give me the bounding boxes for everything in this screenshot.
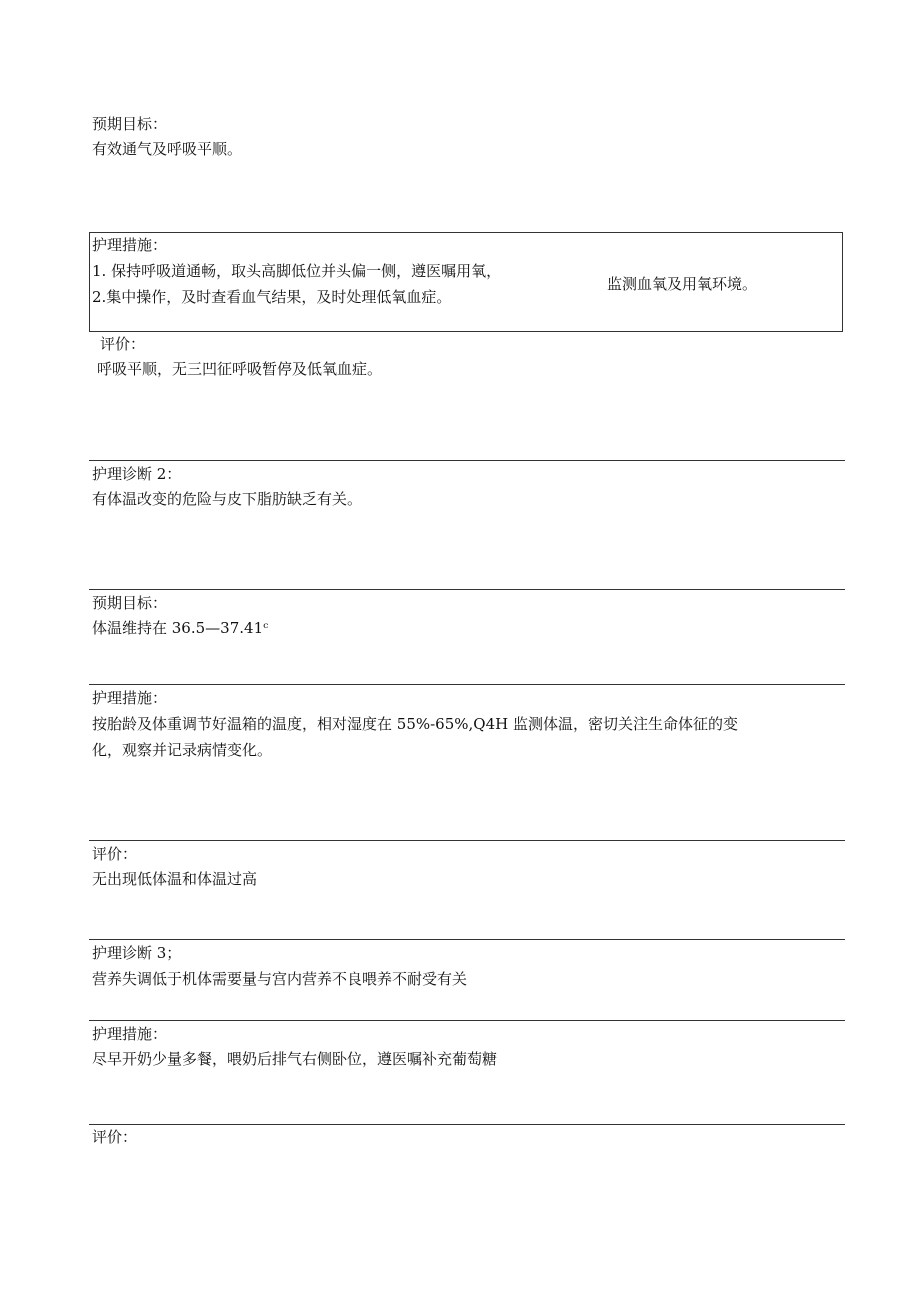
diagnosis-2-goal-text: 体温维持在 36.5—37.41ᶜ: [92, 619, 269, 637]
diagnosis-2-eval-label: 评价：: [92, 845, 138, 863]
diagnosis-3-text: 营养失调低于机体需要量与宫内营养不良喂养不耐受有关: [92, 970, 468, 988]
diagnosis-3-measures-text: 尽早开奶少量多餐，喂奶后排气右侧卧位，遵医嘱补充葡萄糖: [92, 1050, 498, 1068]
measures-line-2: 2.集中操作，及时查看血气结果，及时处理低氧血症。: [92, 288, 452, 306]
measures-box: [89, 232, 843, 332]
divider: [89, 1124, 845, 1125]
eval-label: 评价：: [100, 335, 146, 353]
divider: [89, 1020, 845, 1021]
measures-side-note: 监测血氧及用氧环境。: [607, 275, 758, 293]
diagnosis-3-label: 护理诊断 3；: [92, 944, 182, 962]
divider: [89, 684, 845, 685]
measures-label: 护理措施：: [92, 236, 168, 254]
goal-label: 预期目标：: [92, 115, 168, 133]
divider: [89, 589, 845, 590]
divider: [89, 840, 845, 841]
diagnosis-2-goal-label: 预期目标：: [92, 594, 168, 612]
diagnosis-2-text: 有体温改变的危险与皮下脂肪缺乏有关。: [92, 490, 363, 508]
diagnosis-2-measures-line-1: 按胎龄及体重调节好温箱的温度，相对湿度在 55%-65%,Q4H 监测体温，密切关注生命体征的变: [92, 715, 738, 733]
diagnosis-2-measures-line-2: 化，观察并记录病情变化。: [92, 741, 273, 759]
diagnosis-2-eval-text: 无出现低体温和体温过高: [92, 870, 258, 888]
diagnosis-2-measures-label: 护理措施：: [92, 689, 168, 707]
diagnosis-2-label: 护理诊断 2：: [92, 465, 182, 483]
diagnosis-3-measures-label: 护理措施：: [92, 1025, 168, 1043]
eval-text: 呼吸平顺，无三凹征呼吸暂停及低氧血症。: [97, 360, 383, 378]
divider: [89, 939, 845, 940]
goal-text: 有效通气及呼吸平顺。: [92, 140, 243, 158]
diagnosis-3-eval-label: 评价：: [92, 1128, 138, 1146]
divider: [89, 460, 845, 461]
measures-line-1: 1. 保持呼吸道通畅，取头高脚低位并头偏一侧，遵医嘱用氧，: [92, 262, 502, 280]
